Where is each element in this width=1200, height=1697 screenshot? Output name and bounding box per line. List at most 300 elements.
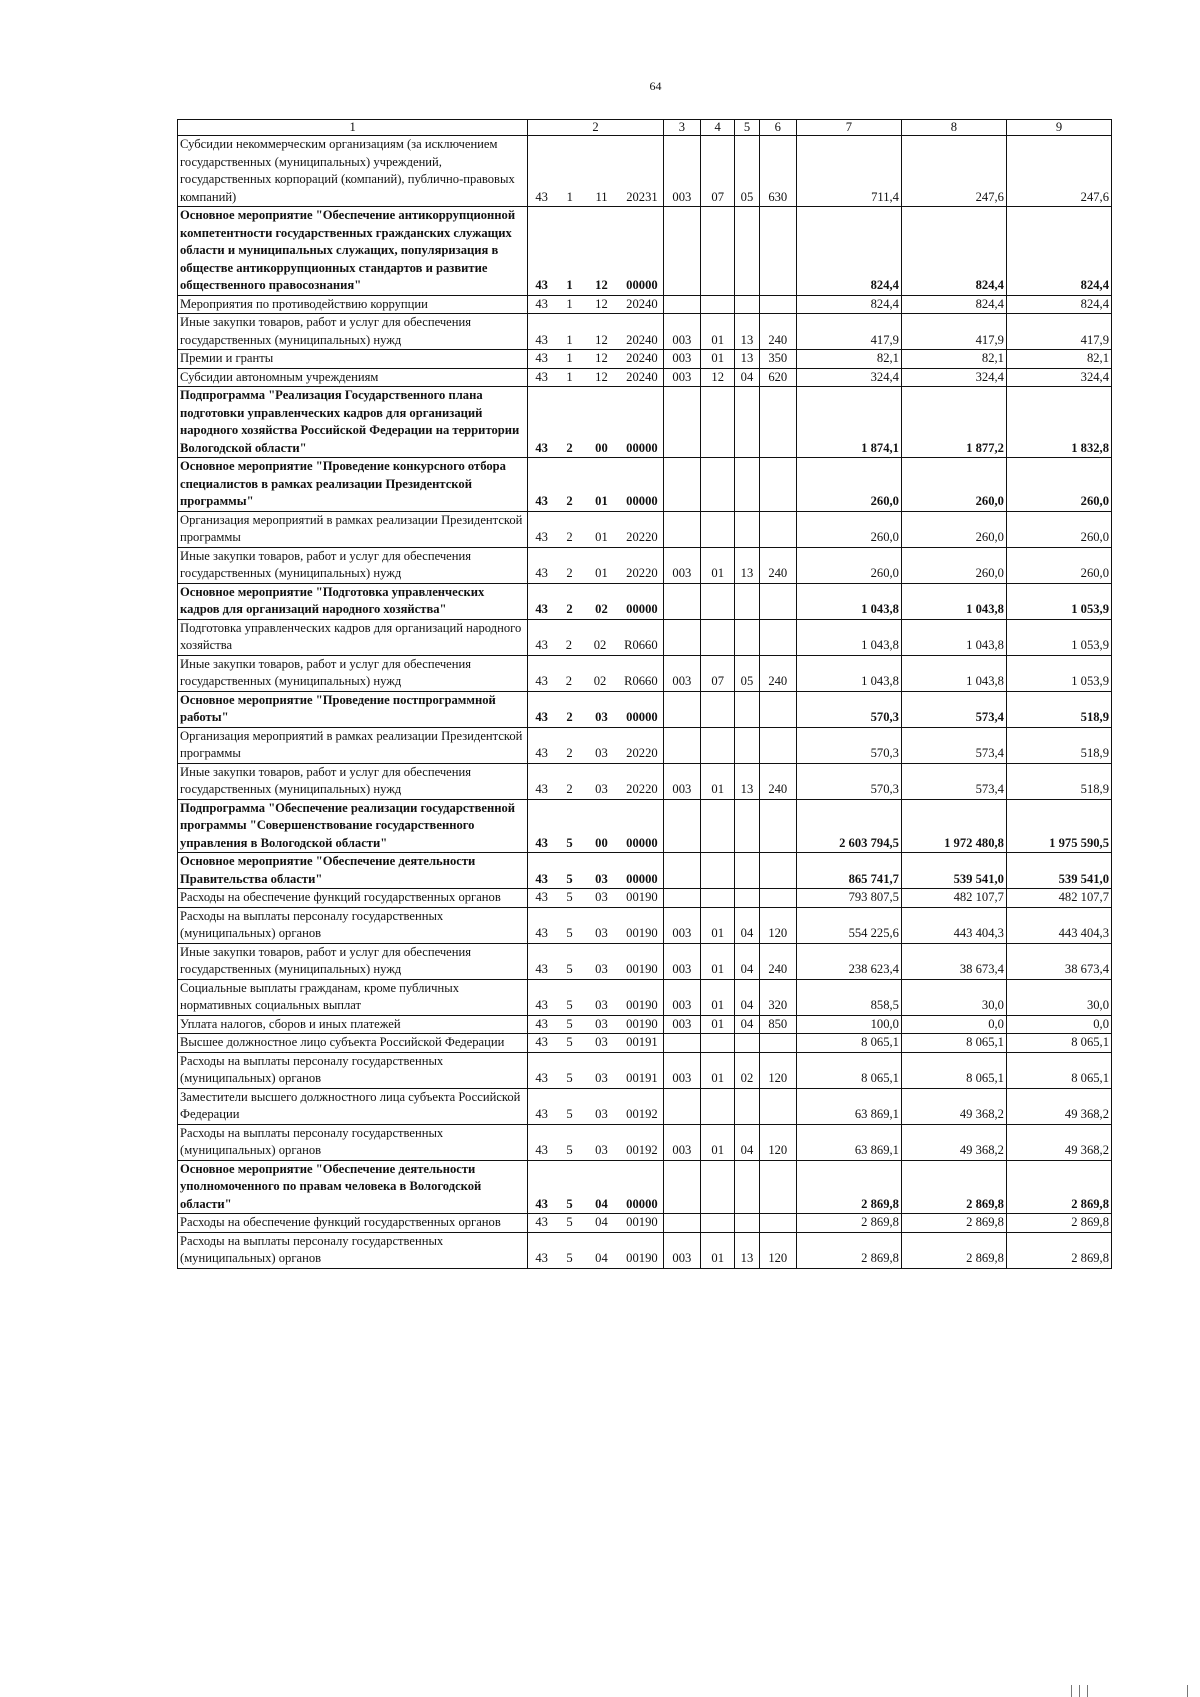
table-row: [178, 1088, 1112, 1124]
code-part: 03: [595, 890, 608, 904]
row-amount-col9: 2 869,8: [1006, 1160, 1111, 1214]
table-row: [178, 350, 1112, 369]
code-part: 1: [566, 351, 573, 365]
table-row: [178, 458, 1112, 512]
code-part: 20231: [626, 189, 658, 204]
code-part: 02: [593, 638, 607, 652]
row-col5-cell: [735, 295, 759, 314]
row-col6-cell: [759, 691, 796, 727]
code-part: 12: [595, 351, 608, 365]
code-part: 00000: [626, 1196, 658, 1211]
row-amount-col7: 824,4: [796, 295, 901, 314]
code-part: 12: [595, 296, 608, 311]
row-code-cell: [528, 1052, 663, 1088]
code-part: 2: [566, 566, 573, 580]
classification-code: [528, 781, 662, 799]
row-amount-col8: 260,0: [901, 547, 1006, 583]
row-code-cell: [528, 943, 663, 979]
row-col3-cell: [663, 619, 700, 655]
code-part: 00000: [626, 440, 658, 455]
code-part: 20240: [626, 332, 658, 347]
row-col5-cell: [735, 1088, 759, 1124]
table-row: [178, 314, 1112, 350]
row-name-cell: Подпрограмма "Реализация Государственного плана подготовки управленческих кадров для организаций народного хозяйства Российской Федерации на территории Вологодской области": [178, 387, 528, 458]
row-amount-col8: 49 368,2: [901, 1124, 1006, 1160]
code-part: 03: [595, 1035, 608, 1049]
row-col6-cell: 240: [759, 763, 796, 799]
row-amount-col9: 518,9: [1006, 763, 1111, 799]
row-col4-cell: 07: [701, 655, 735, 691]
code-part: 00000: [626, 278, 658, 292]
row-amount-col9: 8 065,1: [1006, 1052, 1111, 1088]
row-amount-col7: 2 869,8: [796, 1214, 901, 1233]
code-part: 43: [535, 494, 548, 508]
classification-code: [528, 529, 662, 547]
row-code-cell: [528, 655, 663, 691]
code-part: 5: [566, 1035, 573, 1049]
code-part: 43: [535, 189, 548, 204]
code-part: 12: [595, 369, 608, 384]
code-part: 02: [595, 602, 608, 616]
row-col4-cell: 01: [701, 943, 735, 979]
row-name-cell: Иные закупки товаров, работ и услуг для обеспечения государственных (муниципальных) нужд: [178, 763, 528, 799]
code-part: 20240: [626, 351, 658, 365]
row-name-cell: Расходы на выплаты персоналу государственных (муниципальных) органов: [178, 1124, 528, 1160]
row-col6-cell: [759, 583, 796, 619]
row-amount-col7: 100,0: [796, 1015, 901, 1034]
code-part: 01: [595, 566, 608, 580]
header-cell: 4: [701, 120, 735, 136]
table-row: [178, 136, 1112, 207]
row-col6-cell: [759, 511, 796, 547]
code-part: 20220: [626, 530, 658, 544]
row-col6-cell: 240: [759, 943, 796, 979]
row-col6-cell: [759, 619, 796, 655]
header-cell: 8: [901, 120, 1006, 136]
code-part: 43: [535, 1107, 548, 1121]
row-amount-col8: 260,0: [901, 511, 1006, 547]
row-amount-col9: 0,0: [1006, 1015, 1111, 1034]
row-col3-cell: [663, 1034, 700, 1053]
row-col4-cell: [701, 853, 735, 889]
code-part: 00000: [626, 602, 658, 616]
code-part: 00190: [626, 962, 658, 976]
row-name-cell: Иные закупки товаров, работ и услуг для обеспечения государственных (муниципальных) нужд: [178, 547, 528, 583]
header-cell: 1: [178, 120, 528, 136]
table-row: [178, 368, 1112, 387]
row-name-cell: Расходы на выплаты персоналу государственных (муниципальных) органов: [178, 1052, 528, 1088]
classification-code: [528, 440, 662, 458]
code-part: 43: [535, 332, 548, 347]
code-part: 00192: [626, 1143, 658, 1157]
row-col4-cell: 01: [701, 1052, 735, 1088]
row-col6-cell: [759, 1088, 796, 1124]
code-part: 43: [535, 1215, 548, 1229]
row-col6-cell: [759, 1214, 796, 1233]
code-part: 03: [595, 710, 608, 724]
classification-code: [528, 745, 662, 763]
row-amount-col9: 1 975 590,5: [1006, 799, 1111, 853]
classification-code: [528, 369, 662, 387]
code-part: 43: [535, 1071, 548, 1085]
row-amount-col8: 82,1: [901, 350, 1006, 369]
code-part: 43: [535, 296, 548, 311]
code-part: 03: [595, 998, 608, 1012]
row-amount-col7: 570,3: [796, 691, 901, 727]
row-col6-cell: [759, 1160, 796, 1214]
row-amount-col7: 1 043,8: [796, 583, 901, 619]
row-col4-cell: [701, 1160, 735, 1214]
code-part: 20220: [626, 782, 658, 796]
row-amount-col7: 554 225,6: [796, 907, 901, 943]
code-part: 43: [535, 1035, 548, 1049]
table-row: [178, 1232, 1112, 1268]
row-col3-cell: 003: [663, 979, 700, 1015]
code-part: 43: [535, 674, 548, 688]
row-code-cell: [528, 207, 663, 296]
code-part: 1: [566, 369, 573, 384]
row-name-cell: Подпрограмма "Обеспечение реализации государственной программы "Совершенствование государственного управления в Вологодской области": [178, 799, 528, 853]
row-col3-cell: 003: [663, 350, 700, 369]
row-col5-cell: [735, 853, 759, 889]
row-name-cell: Социальные выплаты гражданам, кроме публичных нормативных социальных выплат: [178, 979, 528, 1015]
row-col5-cell: 13: [735, 547, 759, 583]
row-col5-cell: 04: [735, 1015, 759, 1034]
row-name-cell: Организация мероприятий в рамках реализации Президентской программы: [178, 511, 528, 547]
row-col5-cell: 04: [735, 943, 759, 979]
row-col5-cell: [735, 1214, 759, 1233]
classification-code: [528, 350, 662, 368]
row-col3-cell: [663, 583, 700, 619]
row-amount-col8: 0,0: [901, 1015, 1006, 1034]
table-row: [178, 207, 1112, 296]
code-part: 2: [566, 602, 573, 616]
row-code-cell: [528, 907, 663, 943]
table-row: [178, 1214, 1112, 1233]
row-code-cell: [528, 1034, 663, 1053]
row-amount-col8: 38 673,4: [901, 943, 1006, 979]
row-col3-cell: [663, 799, 700, 853]
row-col6-cell: [759, 1034, 796, 1053]
header-cell: 3: [663, 120, 700, 136]
code-part: 43: [535, 1016, 548, 1031]
row-col3-cell: [663, 1214, 700, 1233]
row-code-cell: [528, 1214, 663, 1233]
row-code-cell: [528, 889, 663, 908]
table-row: [178, 619, 1112, 655]
code-part: 43: [535, 440, 548, 455]
row-amount-col9: 8 065,1: [1006, 1034, 1111, 1053]
row-col6-cell: [759, 889, 796, 908]
row-col5-cell: [735, 1034, 759, 1053]
row-amount-col7: 793 807,5: [796, 889, 901, 908]
code-part: 2: [566, 530, 573, 544]
row-col4-cell: [701, 889, 735, 908]
row-amount-col8: 573,4: [901, 727, 1006, 763]
classification-code: [528, 835, 662, 853]
code-part: 43: [535, 890, 548, 904]
row-code-cell: [528, 691, 663, 727]
row-col3-cell: [663, 691, 700, 727]
classification-code: [528, 997, 662, 1015]
row-amount-col7: 570,3: [796, 763, 901, 799]
code-part: 03: [595, 926, 608, 940]
row-col5-cell: 13: [735, 1232, 759, 1268]
row-amount-col7: 63 869,1: [796, 1124, 901, 1160]
classification-code: [528, 565, 662, 583]
row-col6-cell: 320: [759, 979, 796, 1015]
row-name-cell: Иные закупки товаров, работ и услуг для обеспечения государственных (муниципальных) нужд: [178, 655, 528, 691]
row-col6-cell: 630: [759, 136, 796, 207]
code-part: 5: [566, 871, 573, 886]
row-col6-cell: 240: [759, 655, 796, 691]
row-col4-cell: [701, 458, 735, 512]
row-amount-col7: 82,1: [796, 350, 901, 369]
row-col3-cell: [663, 295, 700, 314]
row-amount-col8: 539 541,0: [901, 853, 1006, 889]
classification-code: [528, 1214, 662, 1232]
row-amount-col9: 518,9: [1006, 727, 1111, 763]
row-amount-col9: 443 404,3: [1006, 907, 1111, 943]
row-amount-col7: 1 874,1: [796, 387, 901, 458]
code-part: 04: [595, 1251, 608, 1265]
table-row: [178, 655, 1112, 691]
table-row: [178, 511, 1112, 547]
row-amount-col8: 824,4: [901, 295, 1006, 314]
code-part: 2: [565, 638, 572, 652]
row-amount-col7: 8 065,1: [796, 1052, 901, 1088]
code-part: 43: [535, 871, 548, 886]
row-name-cell: Основное мероприятие "Проведение конкурсного отбора специалистов в рамках реализации Президентской программы": [178, 458, 528, 512]
code-part: 43: [535, 1251, 548, 1265]
row-name-cell: Иные закупки товаров, работ и услуг для обеспечения государственных (муниципальных) нужд: [178, 943, 528, 979]
row-col3-cell: [663, 889, 700, 908]
code-part: 00191: [626, 1071, 658, 1085]
row-col6-cell: 620: [759, 368, 796, 387]
code-part: 03: [595, 1107, 608, 1121]
row-amount-col9: 82,1: [1006, 350, 1111, 369]
code-part: 5: [566, 1016, 573, 1031]
row-amount-col7: 1 043,8: [796, 619, 901, 655]
code-part: 11: [595, 189, 608, 204]
header-cell: 5: [735, 120, 759, 136]
row-code-cell: [528, 350, 663, 369]
row-col3-cell: 003: [663, 1124, 700, 1160]
row-col3-cell: 003: [663, 1052, 700, 1088]
code-part: 00190: [626, 890, 658, 904]
table-row: [178, 1052, 1112, 1088]
row-amount-col8: 824,4: [901, 207, 1006, 296]
header-cell: 6: [759, 120, 796, 136]
row-col4-cell: 01: [701, 1124, 735, 1160]
code-part: 03: [595, 962, 608, 976]
row-amount-col8: 2 869,8: [901, 1232, 1006, 1268]
row-col5-cell: 02: [735, 1052, 759, 1088]
code-part: 20220: [626, 746, 658, 760]
row-amount-col9: 1 053,9: [1006, 655, 1111, 691]
row-col5-cell: 05: [735, 655, 759, 691]
row-amount-col7: 8 065,1: [796, 1034, 901, 1053]
table-row: [178, 583, 1112, 619]
row-col5-cell: 04: [735, 1124, 759, 1160]
code-part: 43: [535, 1196, 548, 1211]
code-part: 00000: [626, 871, 658, 886]
row-col5-cell: [735, 511, 759, 547]
code-part: 2: [566, 746, 573, 760]
code-part: 20240: [626, 369, 658, 384]
budget-table: [177, 119, 1112, 1269]
row-code-cell: [528, 458, 663, 512]
row-col5-cell: [735, 799, 759, 853]
row-amount-col8: 573,4: [901, 763, 1006, 799]
code-part: 2: [566, 710, 573, 724]
code-part: 5: [566, 1071, 573, 1085]
row-name-cell: Основное мероприятие "Подготовка управленческих кадров для организаций народного хозяйства": [178, 583, 528, 619]
code-part: 2: [566, 440, 573, 455]
row-col4-cell: [701, 207, 735, 296]
code-part: 43: [535, 835, 548, 850]
code-part: 00190: [626, 926, 658, 940]
row-name-cell: Организация мероприятий в рамках реализации Президентской программы: [178, 727, 528, 763]
row-amount-col8: 2 869,8: [901, 1214, 1006, 1233]
code-part: 1: [566, 332, 573, 347]
row-col4-cell: [701, 1034, 735, 1053]
row-amount-col7: 711,4: [796, 136, 901, 207]
row-amount-col7: 324,4: [796, 368, 901, 387]
code-part: 5: [566, 1215, 573, 1229]
row-amount-col9: 2 869,8: [1006, 1214, 1111, 1233]
row-col5-cell: [735, 1160, 759, 1214]
row-col4-cell: [701, 619, 735, 655]
row-amount-col8: 482 107,7: [901, 889, 1006, 908]
code-part: 2: [565, 674, 572, 688]
row-col5-cell: [735, 387, 759, 458]
row-amount-col9: 824,4: [1006, 207, 1111, 296]
row-col4-cell: 12: [701, 368, 735, 387]
code-part: 5: [566, 1196, 573, 1211]
row-name-cell: Субсидии некоммерческим организациям (за исключением государственных (муниципальных) учреждений, государственных корпораций (компаний), публично-правовых компаний): [178, 136, 528, 207]
row-col6-cell: 120: [759, 1124, 796, 1160]
row-col6-cell: [759, 853, 796, 889]
table-row: [178, 763, 1112, 799]
row-amount-col9: 824,4: [1006, 295, 1111, 314]
row-amount-col9: 324,4: [1006, 368, 1111, 387]
code-part: 5: [566, 1251, 573, 1265]
row-name-cell: Основное мероприятие "Обеспечение деятельности Правительства области": [178, 853, 528, 889]
row-col3-cell: 003: [663, 763, 700, 799]
table-row: [178, 1034, 1112, 1053]
row-col6-cell: 850: [759, 1015, 796, 1034]
table-row: [178, 853, 1112, 889]
row-amount-col7: 1 043,8: [796, 655, 901, 691]
row-col5-cell: [735, 691, 759, 727]
row-col4-cell: 01: [701, 907, 735, 943]
code-part: 43: [535, 782, 548, 796]
row-amount-col7: 260,0: [796, 511, 901, 547]
row-amount-col8: 573,4: [901, 691, 1006, 727]
code-part: 43: [535, 746, 548, 760]
table-row: [178, 727, 1112, 763]
row-col6-cell: 240: [759, 547, 796, 583]
row-amount-col7: 2 869,8: [796, 1232, 901, 1268]
code-part: 00: [595, 835, 608, 850]
code-part: 43: [535, 351, 548, 365]
classification-code: [528, 1034, 662, 1052]
row-name-cell: Расходы на выплаты персоналу государственных (муниципальных) органов: [178, 907, 528, 943]
row-amount-col7: 260,0: [796, 547, 901, 583]
code-part: 04: [595, 1215, 608, 1229]
row-code-cell: [528, 763, 663, 799]
row-col3-cell: [663, 511, 700, 547]
row-amount-col8: 417,9: [901, 314, 1006, 350]
row-amount-col9: 539 541,0: [1006, 853, 1111, 889]
row-amount-col8: 443 404,3: [901, 907, 1006, 943]
row-amount-col9: 1 053,9: [1006, 619, 1111, 655]
row-col6-cell: [759, 458, 796, 512]
code-part: 00192: [626, 1107, 658, 1121]
code-part: 1: [566, 278, 573, 292]
row-col3-cell: [663, 1088, 700, 1124]
code-part: 03: [595, 746, 608, 760]
code-part: 00190: [626, 998, 658, 1012]
row-amount-col8: 2 869,8: [901, 1160, 1006, 1214]
code-part: 43: [535, 962, 548, 976]
classification-code: [528, 673, 662, 691]
classification-code: [528, 189, 662, 207]
row-amount-col7: 570,3: [796, 727, 901, 763]
classification-code: [528, 709, 662, 727]
row-col3-cell: [663, 458, 700, 512]
row-col5-cell: [735, 727, 759, 763]
row-amount-col8: 1 877,2: [901, 387, 1006, 458]
row-col5-cell: 04: [735, 979, 759, 1015]
code-part: 5: [566, 962, 573, 976]
code-part: 5: [566, 926, 573, 940]
classification-code: [528, 961, 662, 979]
code-part: 00000: [626, 835, 658, 850]
classification-code: [528, 296, 662, 314]
code-part: 00191: [626, 1035, 658, 1049]
row-amount-col7: 260,0: [796, 458, 901, 512]
row-col3-cell: [663, 727, 700, 763]
row-col6-cell: [759, 207, 796, 296]
classification-code: [528, 493, 662, 511]
row-col3-cell: 003: [663, 1232, 700, 1268]
row-name-cell: Расходы на обеспечение функций государственных органов: [178, 889, 528, 908]
row-col4-cell: 01: [701, 763, 735, 799]
row-amount-col9: 49 368,2: [1006, 1088, 1111, 1124]
code-part: 01: [595, 530, 608, 544]
row-name-cell: Мероприятия по противодействию коррупции: [178, 295, 528, 314]
row-col5-cell: 13: [735, 314, 759, 350]
row-amount-col8: 1 972 480,8: [901, 799, 1006, 853]
row-amount-col7: 865 741,7: [796, 853, 901, 889]
row-amount-col7: 417,9: [796, 314, 901, 350]
code-part: 12: [595, 332, 608, 347]
row-name-cell: Основное мероприятие "Проведение постпрограммной работы": [178, 691, 528, 727]
row-col4-cell: 01: [701, 547, 735, 583]
code-part: 00000: [626, 494, 658, 508]
code-part: 1: [566, 296, 573, 311]
row-col4-cell: [701, 727, 735, 763]
row-code-cell: [528, 1088, 663, 1124]
table-row: [178, 979, 1112, 1015]
page-number: 64: [649, 79, 662, 93]
code-part: 04: [595, 1196, 608, 1211]
row-amount-col9: 260,0: [1006, 458, 1111, 512]
classification-code: [528, 871, 662, 889]
row-amount-col9: 2 869,8: [1006, 1232, 1111, 1268]
